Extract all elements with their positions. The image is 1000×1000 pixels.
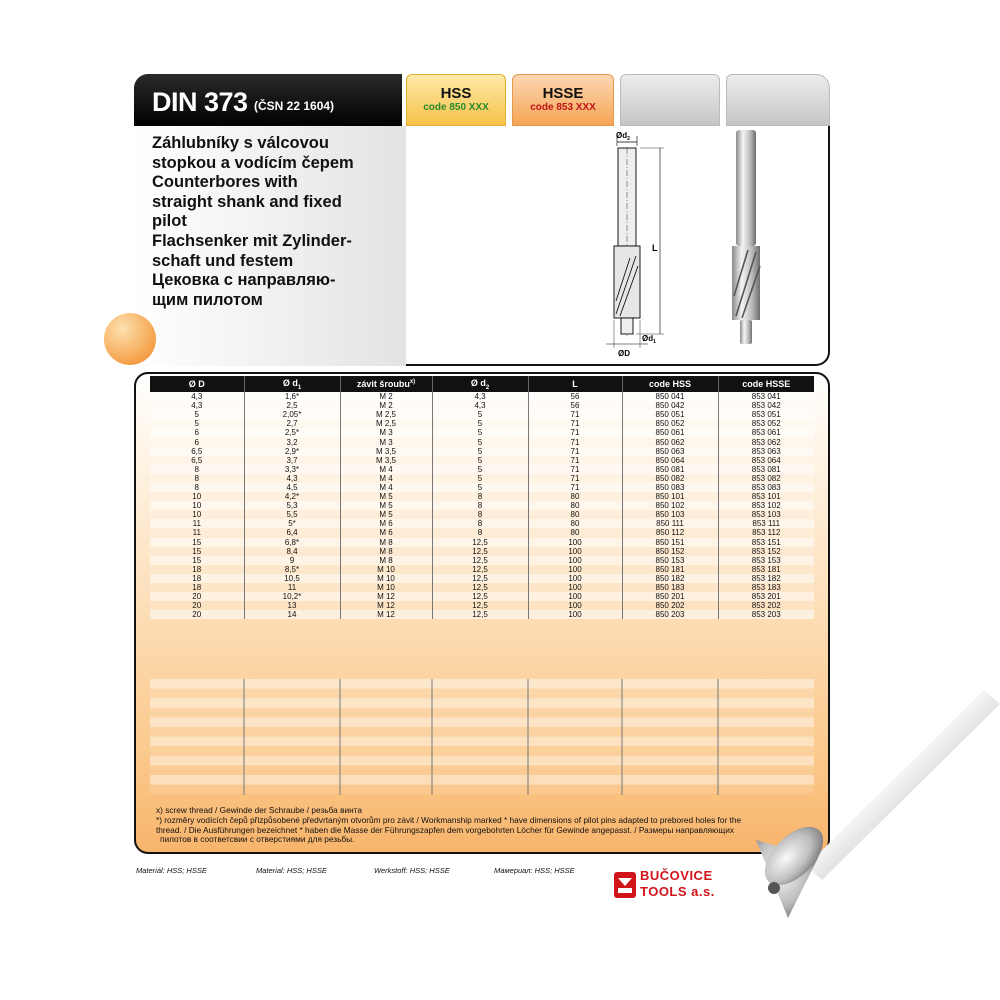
table-cell: 8 bbox=[150, 465, 244, 474]
table-cell: 80 bbox=[528, 519, 622, 528]
empty-row-stripe bbox=[150, 679, 814, 689]
table-row bbox=[150, 528, 814, 537]
table-cell: 3,7 bbox=[244, 456, 340, 465]
table-cell: 2,7 bbox=[244, 419, 340, 428]
empty-row-stripe bbox=[150, 708, 814, 718]
material-ru: Мамериал: HSS; HSSE bbox=[494, 866, 575, 875]
label-D: ØD bbox=[618, 349, 630, 358]
table-row bbox=[150, 428, 814, 437]
table-cell: M 12 bbox=[340, 592, 432, 601]
table-row bbox=[150, 519, 814, 528]
table-cell: M 2 bbox=[340, 392, 432, 401]
table-row bbox=[150, 547, 814, 556]
table-row bbox=[150, 401, 814, 410]
empty-row-stripe bbox=[150, 689, 814, 699]
table-body bbox=[150, 392, 814, 619]
table-cell: 8 bbox=[432, 501, 528, 510]
table-cell: 4,5 bbox=[244, 483, 340, 492]
table-cell: 850 101 bbox=[622, 492, 718, 501]
table-cell: M 12 bbox=[340, 610, 432, 619]
table-cell: 853 153 bbox=[718, 556, 814, 565]
table-cell: 8,5* bbox=[244, 565, 340, 574]
table-cell: 71 bbox=[528, 474, 622, 483]
table-cell: 71 bbox=[528, 447, 622, 456]
description-line: straight shank and fixed bbox=[152, 192, 342, 211]
table-cell: 853 112 bbox=[718, 528, 814, 537]
table-cell: 100 bbox=[528, 556, 622, 565]
table-cell: 20 bbox=[150, 592, 244, 601]
table-cell: 8 bbox=[432, 528, 528, 537]
table-cell: M 3,5 bbox=[340, 456, 432, 465]
description-line: Цековка с направляю- bbox=[152, 271, 336, 290]
table-cell: 4,2* bbox=[244, 492, 340, 501]
table-cell: 2,5 bbox=[244, 401, 340, 410]
logo-line-2: TOOLS a.s. bbox=[640, 884, 715, 899]
table-cell: 5,3 bbox=[244, 501, 340, 510]
table-cell: 8 bbox=[432, 510, 528, 519]
table-cell: 12,5 bbox=[432, 583, 528, 592]
description-line: Flachsenker mit Zylinder- bbox=[152, 231, 352, 250]
catalog-header bbox=[134, 74, 830, 366]
table-cell: 6 bbox=[150, 428, 244, 437]
standard-subtitle: (ČSN 22 1604) bbox=[254, 99, 335, 113]
data-table-frame bbox=[134, 372, 830, 854]
table-cell: 853 182 bbox=[718, 574, 814, 583]
table-cell: 12,5 bbox=[432, 538, 528, 547]
empty-row-stripe bbox=[150, 756, 814, 766]
table-cell: 853 062 bbox=[718, 437, 814, 446]
table-cell: 100 bbox=[528, 601, 622, 610]
table-cell: M 10 bbox=[340, 574, 432, 583]
table-cell: 853 181 bbox=[718, 565, 814, 574]
description-line: pilot bbox=[152, 212, 187, 231]
table-cell: 10 bbox=[150, 492, 244, 501]
table-row bbox=[150, 492, 814, 501]
table-cell: M 3,5 bbox=[340, 447, 432, 456]
table-cell: 853 082 bbox=[718, 474, 814, 483]
footnote-pilot: *) rozměry vodících čepů přizpůsobené předvrtaným otvorům pro závit / Workmanship marked * have dimensions of pilot pins adapted to prebored holes for the bbox=[156, 814, 742, 825]
table-cell: 6,5 bbox=[150, 456, 244, 465]
table-cell: 18 bbox=[150, 574, 244, 583]
table-cell: 12,5 bbox=[432, 592, 528, 601]
table-cell: M 10 bbox=[340, 583, 432, 592]
table-cell: 850 064 bbox=[622, 456, 718, 465]
table-cell: 12,5 bbox=[432, 556, 528, 565]
page-title: DIN 373 bbox=[152, 87, 248, 117]
table-cell: 9 bbox=[244, 556, 340, 565]
table-cell: 5* bbox=[244, 519, 340, 528]
table-cell: 850 203 bbox=[622, 610, 718, 619]
material-cz: Materiál: HSS; HSSE bbox=[136, 866, 207, 875]
table-cell: 853 203 bbox=[718, 610, 814, 619]
table-cell: 71 bbox=[528, 437, 622, 446]
bucovice-tools-logo bbox=[614, 866, 744, 902]
table-cell: 3,2 bbox=[244, 437, 340, 446]
table-cell: 5 bbox=[432, 437, 528, 446]
tab-empty-2 bbox=[726, 74, 830, 126]
table-cell: 853 102 bbox=[718, 501, 814, 510]
table-cell: 8 bbox=[432, 492, 528, 501]
table-cell: 4,3 bbox=[432, 392, 528, 401]
table-cell: 850 081 bbox=[622, 465, 718, 474]
empty-table-rows bbox=[150, 679, 814, 795]
table-cell: 850 052 bbox=[622, 419, 718, 428]
table-cell: 853 051 bbox=[718, 410, 814, 419]
table-cell: 100 bbox=[528, 538, 622, 547]
col-header-D: Ø D bbox=[150, 376, 244, 392]
table-cell: 853 111 bbox=[718, 519, 814, 528]
empty-row-stripe bbox=[150, 765, 814, 775]
table-cell: 71 bbox=[528, 465, 622, 474]
tab-hss-label: HSS bbox=[440, 85, 472, 102]
table-cell: 5 bbox=[432, 428, 528, 437]
table-cell: 10 bbox=[150, 501, 244, 510]
table-cell: 5 bbox=[432, 483, 528, 492]
table-cell: M 6 bbox=[340, 519, 432, 528]
table-cell: 4,3 bbox=[150, 401, 244, 410]
table-cell: 8 bbox=[150, 474, 244, 483]
table-cell: M 5 bbox=[340, 501, 432, 510]
table-cell: 853 041 bbox=[718, 392, 814, 401]
table-cell: 80 bbox=[528, 501, 622, 510]
col-header-d1: Ø $d_1$ bbox=[244, 376, 340, 392]
table-row bbox=[150, 592, 814, 601]
technical-drawing bbox=[594, 126, 724, 366]
table-cell: 18 bbox=[150, 565, 244, 574]
table-cell: M 3 bbox=[340, 428, 432, 437]
table-footnotes bbox=[156, 806, 796, 845]
table-cell: M 8 bbox=[340, 538, 432, 547]
tab-hsse-code: code 853 XXX bbox=[530, 102, 596, 113]
table-cell: 853 052 bbox=[718, 419, 814, 428]
table-cell: 20 bbox=[150, 601, 244, 610]
table-cell: 850 153 bbox=[622, 556, 718, 565]
table-cell: 850 111 bbox=[622, 519, 718, 528]
table-cell: 2,9* bbox=[244, 447, 340, 456]
table-cell: 4,3 bbox=[150, 392, 244, 401]
table-cell: 71 bbox=[528, 456, 622, 465]
table-cell: 2,05* bbox=[244, 410, 340, 419]
table-cell: 100 bbox=[528, 574, 622, 583]
table-cell: M 2,5 bbox=[340, 419, 432, 428]
table-cell: 5 bbox=[432, 447, 528, 456]
label-d2: $Ød_2$ bbox=[616, 131, 630, 142]
logo-line-1: BUČOVICE bbox=[640, 868, 713, 883]
table-cell: 10 bbox=[150, 510, 244, 519]
table-cell: 12,5 bbox=[432, 547, 528, 556]
table-cell: 14 bbox=[244, 610, 340, 619]
tab-hss-code: code 850 XXX bbox=[423, 102, 489, 113]
empty-row-stripe bbox=[150, 746, 814, 756]
footnote-pilot: пилотов в соответсвии с отверстиями для резьбы. bbox=[160, 834, 355, 845]
table-row bbox=[150, 483, 814, 492]
empty-row-stripe bbox=[150, 698, 814, 708]
table-cell: 5 bbox=[150, 410, 244, 419]
col-header-code-hss: code HSS bbox=[622, 376, 718, 392]
table-cell: 4,3 bbox=[432, 401, 528, 410]
material-en: Material: HSS; HSSE bbox=[256, 866, 327, 875]
table-cell: 11 bbox=[244, 583, 340, 592]
table-row bbox=[150, 474, 814, 483]
table-header-row bbox=[150, 376, 814, 392]
table-cell: 5 bbox=[432, 465, 528, 474]
table-row bbox=[150, 556, 814, 565]
table-cell: 11 bbox=[150, 519, 244, 528]
table-cell: 850 201 bbox=[622, 592, 718, 601]
table-cell: 853 183 bbox=[718, 583, 814, 592]
table-cell: 80 bbox=[528, 510, 622, 519]
table-cell: M 8 bbox=[340, 556, 432, 565]
col-header-d2: Ø $d_2$ bbox=[432, 376, 528, 392]
table-cell: 6,4 bbox=[244, 528, 340, 537]
table-cell: 71 bbox=[528, 428, 622, 437]
table-cell: 850 151 bbox=[622, 538, 718, 547]
table-cell: 8,4 bbox=[244, 547, 340, 556]
tab-empty-1 bbox=[620, 74, 720, 126]
countersink-tool-decoration bbox=[748, 690, 1000, 930]
table-cell: 15 bbox=[150, 556, 244, 565]
table-row bbox=[150, 574, 814, 583]
table-cell: 5,5 bbox=[244, 510, 340, 519]
table-cell: 6,8* bbox=[244, 538, 340, 547]
table-cell: 15 bbox=[150, 547, 244, 556]
tab-hsse bbox=[512, 74, 614, 126]
table-cell: 850 152 bbox=[622, 547, 718, 556]
table-row bbox=[150, 392, 814, 401]
table-cell: M 4 bbox=[340, 465, 432, 474]
table-row bbox=[150, 447, 814, 456]
table-row bbox=[150, 510, 814, 519]
table-cell: 850 083 bbox=[622, 483, 718, 492]
table-cell: 853 064 bbox=[718, 456, 814, 465]
table-row bbox=[150, 538, 814, 547]
table-cell: 3,3* bbox=[244, 465, 340, 474]
table-cell: 853 063 bbox=[718, 447, 814, 456]
table-cell: M 10 bbox=[340, 565, 432, 574]
table-cell: 100 bbox=[528, 565, 622, 574]
table-row bbox=[150, 456, 814, 465]
table-cell: 850 182 bbox=[622, 574, 718, 583]
table-cell: 853 101 bbox=[718, 492, 814, 501]
description-panel bbox=[134, 126, 406, 366]
table-cell: 5 bbox=[432, 410, 528, 419]
description-line: щим пилотом bbox=[152, 290, 263, 309]
table-row bbox=[150, 565, 814, 574]
table-cell: M 4 bbox=[340, 483, 432, 492]
table-cell: 100 bbox=[528, 610, 622, 619]
table-cell: 850 181 bbox=[622, 565, 718, 574]
product-description bbox=[152, 134, 354, 310]
table-cell: 100 bbox=[528, 592, 622, 601]
table-cell: 71 bbox=[528, 410, 622, 419]
table-cell: 12,5 bbox=[432, 574, 528, 583]
table-cell: 10,5 bbox=[244, 574, 340, 583]
empty-row-stripe bbox=[150, 775, 814, 785]
table-row bbox=[150, 410, 814, 419]
empty-row-stripe bbox=[150, 785, 814, 795]
table-cell: 6,5 bbox=[150, 447, 244, 456]
table-cell: 853 151 bbox=[718, 538, 814, 547]
col-header-thread: závit šroubu$^{x)}$ bbox=[340, 376, 432, 392]
tab-hsse-label: HSSE bbox=[542, 85, 584, 102]
table-cell: 13 bbox=[244, 601, 340, 610]
description-line: schaft und festem bbox=[152, 251, 294, 270]
table-row bbox=[150, 610, 814, 619]
table-cell: 850 082 bbox=[622, 474, 718, 483]
table-cell: 850 041 bbox=[622, 392, 718, 401]
table-cell: 853 152 bbox=[718, 547, 814, 556]
table-cell: 850 063 bbox=[622, 447, 718, 456]
table-cell: 15 bbox=[150, 538, 244, 547]
table-cell: 8 bbox=[432, 519, 528, 528]
table-row bbox=[150, 419, 814, 428]
table-cell: 18 bbox=[150, 583, 244, 592]
table-cell: 71 bbox=[528, 483, 622, 492]
table-cell: 850 183 bbox=[622, 583, 718, 592]
table-cell: 853 061 bbox=[718, 428, 814, 437]
description-line: Záhlubníky s válcovou bbox=[152, 134, 329, 152]
product-table bbox=[150, 376, 814, 619]
table-cell: 853 103 bbox=[718, 510, 814, 519]
table-cell: 850 112 bbox=[622, 528, 718, 537]
col-header-L: L bbox=[528, 376, 622, 392]
table-cell: M 2 bbox=[340, 401, 432, 410]
counterbore-tool-image bbox=[722, 126, 782, 366]
table-cell: 6 bbox=[150, 437, 244, 446]
table-cell: 850 061 bbox=[622, 428, 718, 437]
description-line: stopkou a vodícím čepem bbox=[152, 153, 354, 172]
table-cell: 10,2* bbox=[244, 592, 340, 601]
table-cell: 12,5 bbox=[432, 610, 528, 619]
table-cell: 850 051 bbox=[622, 410, 718, 419]
title-bar bbox=[134, 74, 402, 126]
table-cell: M 8 bbox=[340, 547, 432, 556]
table-cell: 71 bbox=[528, 419, 622, 428]
table-cell: 1,6* bbox=[244, 392, 340, 401]
table-cell: 11 bbox=[150, 528, 244, 537]
table-cell: 5 bbox=[432, 474, 528, 483]
table-row bbox=[150, 501, 814, 510]
table-cell: 850 202 bbox=[622, 601, 718, 610]
table-cell: 853 202 bbox=[718, 601, 814, 610]
table-cell: 20 bbox=[150, 610, 244, 619]
table-cell: 853 201 bbox=[718, 592, 814, 601]
orange-disc-decoration bbox=[104, 313, 156, 365]
empty-row-stripe bbox=[150, 727, 814, 737]
table-cell: 5 bbox=[432, 456, 528, 465]
table-cell: 8 bbox=[150, 483, 244, 492]
table-row bbox=[150, 601, 814, 610]
material-de: Werkstoff: HSS; HSSE bbox=[374, 866, 450, 875]
table-cell: M 2,5 bbox=[340, 410, 432, 419]
table-cell: 80 bbox=[528, 528, 622, 537]
table-cell: 5 bbox=[432, 419, 528, 428]
empty-row-stripe bbox=[150, 717, 814, 727]
table-cell: 12,5 bbox=[432, 565, 528, 574]
table-cell: 100 bbox=[528, 583, 622, 592]
table-row bbox=[150, 465, 814, 474]
footnote-screw-thread: x) screw thread / Gewinde der Schraube / резьба винта bbox=[156, 805, 363, 815]
tab-hss bbox=[406, 74, 506, 126]
table-cell: M 3 bbox=[340, 437, 432, 446]
table-row bbox=[150, 583, 814, 592]
table-cell: M 5 bbox=[340, 492, 432, 501]
table-cell: 5 bbox=[150, 419, 244, 428]
empty-row-stripe bbox=[150, 737, 814, 747]
table-cell: 56 bbox=[528, 401, 622, 410]
logo-emblem-icon bbox=[614, 872, 636, 898]
table-cell: 4,3 bbox=[244, 474, 340, 483]
table-cell: 850 042 bbox=[622, 401, 718, 410]
table-cell: 850 102 bbox=[622, 501, 718, 510]
table-cell: 850 062 bbox=[622, 437, 718, 446]
table-row bbox=[150, 437, 814, 446]
table-cell: 853 083 bbox=[718, 483, 814, 492]
tool-drawing-panel bbox=[406, 126, 830, 366]
table-cell: M 5 bbox=[340, 510, 432, 519]
table-cell: 100 bbox=[528, 547, 622, 556]
label-d1: $Ød_1$ bbox=[642, 334, 656, 345]
description-line: Counterbores with bbox=[152, 173, 298, 192]
table-cell: 80 bbox=[528, 492, 622, 501]
col-header-code-hsse: code HSSE bbox=[718, 376, 814, 392]
table-cell: M 6 bbox=[340, 528, 432, 537]
table-cell: M 4 bbox=[340, 474, 432, 483]
table-cell: 2,5* bbox=[244, 428, 340, 437]
table-cell: M 12 bbox=[340, 601, 432, 610]
footnote-pilot: thread. / Die Ausführungen bezeichnet * haben die Masse der Führungszapfen dem vorgebohrten Löcher für Gewinde angepasst. / Размеры направляющих bbox=[156, 824, 734, 835]
label-L: L bbox=[652, 243, 658, 253]
table-cell: 853 042 bbox=[718, 401, 814, 410]
table-cell: 850 103 bbox=[622, 510, 718, 519]
table-cell: 56 bbox=[528, 392, 622, 401]
table-cell: 12,5 bbox=[432, 601, 528, 610]
table-cell: 853 081 bbox=[718, 465, 814, 474]
